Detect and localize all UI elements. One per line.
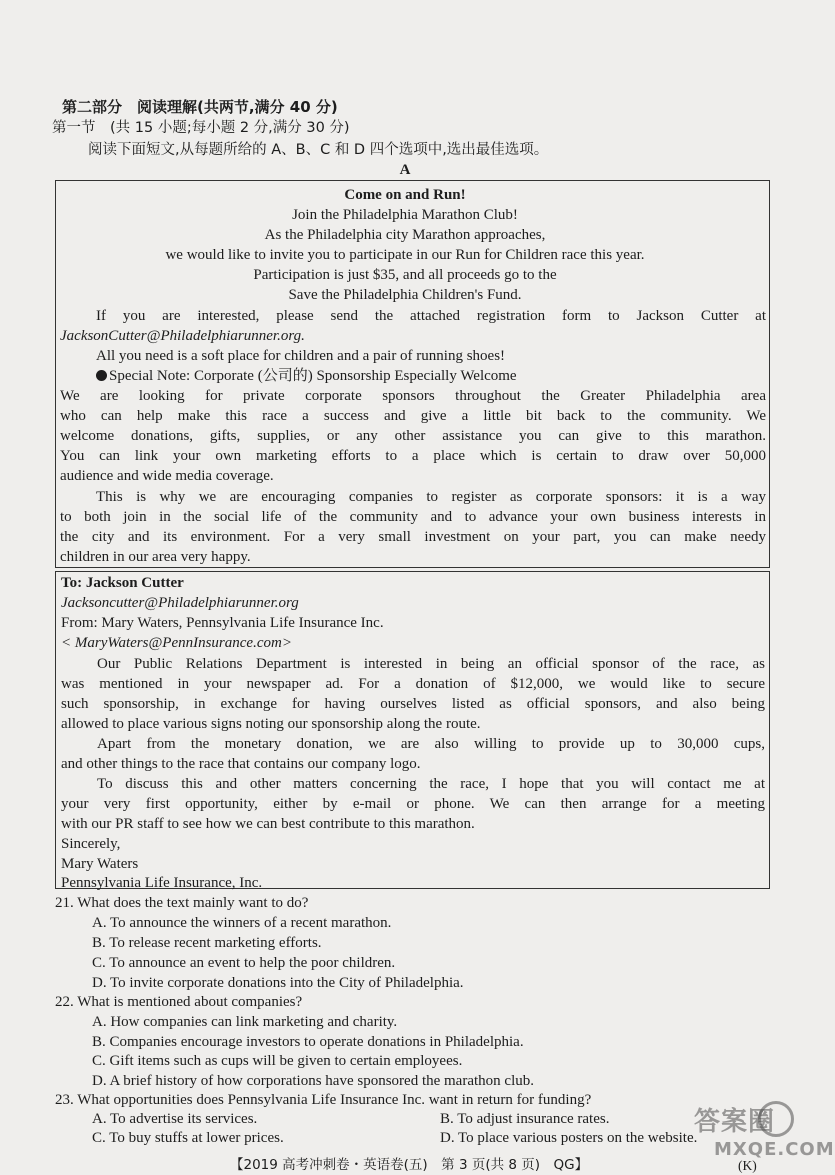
letter-line: with our PR staff to see how we can best contribute to this marathon. bbox=[61, 816, 475, 832]
option-23b[interactable]: B. To adjust insurance rates. bbox=[440, 1111, 610, 1127]
ad-paragraph-line: welcome donations, gifts, supplies, or any other assistance you can give to this marathon. bbox=[60, 428, 766, 444]
ad-paragraph-line: All you need is a soft place for children and a pair of running shoes! bbox=[96, 348, 506, 364]
letter-signature-company: Pennsylvania Life Insurance, Inc. bbox=[61, 875, 263, 891]
option-21d[interactable]: D. To invite corporate donations into the City of Philadelphia. bbox=[92, 975, 464, 991]
letter-line: allowed to place various signs noting our sponsorship along the route. bbox=[61, 716, 481, 732]
ad-paragraph-line: audience and wide media coverage. bbox=[60, 468, 274, 484]
watermark-bottom-text: MXQE.COM bbox=[714, 1139, 835, 1160]
option-21a[interactable]: A. To announce the winners of a recent marathon. bbox=[92, 915, 392, 931]
letter-line: your very first opportunity, either by e-mail or phone. We can then arrange for a meeting bbox=[61, 796, 765, 812]
letter-from-email[interactable]: < MaryWaters@PennInsurance.com> bbox=[61, 635, 292, 651]
question-22: 22. What is mentioned about companies? bbox=[55, 994, 303, 1010]
footer-code: (K) bbox=[738, 1158, 757, 1173]
option-21b[interactable]: B. To release recent marketing efforts. bbox=[92, 935, 322, 951]
ad-paragraph-line: This is why we are encouraging companies to register as corporate sponsors: it is a way bbox=[96, 489, 766, 505]
letter-line: was mentioned in your newspaper ad. For a donation of $12,000, we would like to secure bbox=[61, 676, 765, 692]
option-22b[interactable]: B. Companies encourage investors to operate donations in Philadelphia. bbox=[92, 1034, 524, 1050]
ad-paragraph-line: the city and its environment. For a very small investment on your part, you can make needy bbox=[60, 529, 766, 545]
option-23d[interactable]: D. To place various posters on the website. bbox=[440, 1130, 698, 1146]
ad-special-note bbox=[96, 367, 517, 386]
site-watermark-logo bbox=[688, 1099, 835, 1167]
letter-from: From: Mary Waters, Pennsylvania Life Insurance Inc. bbox=[61, 615, 384, 631]
ad-centered-line: Save the Philadelphia Children's Fund. bbox=[288, 287, 522, 303]
ad-title: Come on and Run! bbox=[344, 187, 466, 203]
ad-paragraph-line: to both join in the social life of the community and to advance your own business interests in bbox=[60, 509, 766, 525]
letter-line: To discuss this and other matters concerning the race, I hope that you will contact me at bbox=[97, 776, 765, 792]
option-21c[interactable]: C. To announce an event to help the poor children. bbox=[92, 955, 396, 971]
passage-label: A bbox=[399, 162, 411, 178]
ad-paragraph-line: children in our area very happy. bbox=[60, 549, 251, 565]
instruction: 阅读下面短文,从每题所给的 A、B、C 和 D 四个选项中,选出最佳选项。 bbox=[88, 142, 549, 158]
question-23: 23. What opportunities does Pennsylvania Life Insurance Inc. want in return for funding? bbox=[55, 1092, 592, 1108]
ad-centered-line: we would like to invite you to participate in our Run for Children race this year. bbox=[165, 247, 645, 263]
ad-centered-line: Join the Philadelphia Marathon Club! bbox=[292, 207, 518, 223]
option-22c[interactable]: C. Gift items such as cups will be given to certain employees. bbox=[92, 1053, 463, 1069]
letter-to-email[interactable]: Jacksoncutter@Philadelphiarunner.org bbox=[61, 595, 299, 611]
ad-paragraph-line: You can link your own marketing efforts to a place which is certain to draw over 50,000 bbox=[60, 448, 766, 464]
option-22d[interactable]: D. A brief history of how corporations have sponsored the marathon club. bbox=[92, 1073, 534, 1089]
ad-paragraph-line: who can help make this race a success and give a little bit back to the community. We bbox=[60, 408, 766, 424]
letter-line: Apart from the monetary donation, we are also willing to provide up to 30,000 cups, bbox=[97, 736, 765, 752]
letter-to: To: Jackson Cutter bbox=[61, 575, 184, 591]
bullet-icon bbox=[96, 370, 107, 381]
special-note-text: Special Note: Corporate (公司的) Sponsorship Especially Welcome bbox=[109, 368, 517, 384]
part-heading: 第二部分 阅读理解(共两节,满分 40 分) bbox=[62, 98, 338, 116]
letter-signature-name: Mary Waters bbox=[61, 856, 139, 872]
question-21: 21. What does the text mainly want to do? bbox=[55, 895, 309, 911]
option-22a[interactable]: A. How companies can link marketing and charity. bbox=[92, 1014, 398, 1030]
ad-paragraph-line: We are looking for private corporate sponsors throughout the Greater Philadelphia area bbox=[60, 388, 766, 404]
option-23a[interactable]: A. To advertise its services. bbox=[92, 1111, 258, 1127]
letter-line: such sponsorship, in exchange for having ourselves listed as official sponsors, and also being bbox=[61, 696, 765, 712]
watermark-top-text: 答案圈 bbox=[694, 1107, 776, 1137]
ad-centered-line: Participation is just $35, and all proceeds go to the bbox=[253, 267, 557, 283]
ad-email-link[interactable]: JacksonCutter@Philadelphiarunner.org. bbox=[60, 328, 305, 344]
page-footer: 【2019 高考冲刺卷・英语卷(五) 第 3 页(共 8 页) QG】 bbox=[230, 1157, 589, 1173]
section-heading: 第一节 (共 15 小题;每小题 2 分,满分 30 分) bbox=[52, 120, 350, 136]
letter-closing: Sincerely, bbox=[61, 836, 121, 852]
ad-centered-line: As the Philadelphia city Marathon approaches, bbox=[264, 227, 546, 243]
option-23c[interactable]: C. To buy stuffs at lower prices. bbox=[92, 1130, 284, 1146]
letter-line: Our Public Relations Department is interested in being an official sponsor of the race, as bbox=[97, 656, 765, 672]
letter-line: and other things to the race that contains our company logo. bbox=[61, 756, 421, 772]
ad-paragraph-line: If you are interested, please send the attached registration form to Jackson Cutter at bbox=[96, 308, 766, 324]
